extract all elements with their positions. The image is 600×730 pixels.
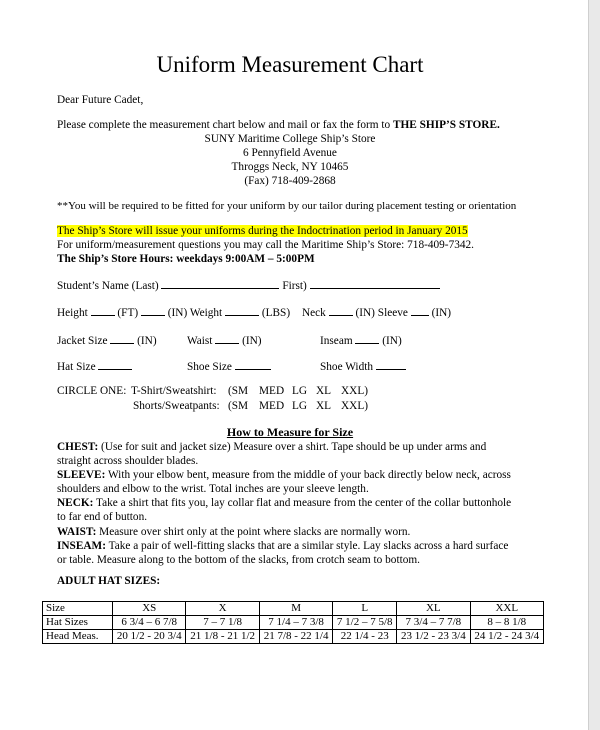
sleeve-label: Sleeve xyxy=(377,307,408,319)
hat-size-cell: 8 – 8 1/8 xyxy=(470,616,543,630)
ft-unit: (FT) xyxy=(117,307,139,319)
name-last-field[interactable] xyxy=(161,277,279,289)
hat-sizes-heading: ADULT HAT SIZES: xyxy=(57,575,161,587)
hat-size-cell: 7 3/4 – 7 7/8 xyxy=(397,616,470,630)
row-label-hat-sizes: Hat Sizes xyxy=(43,616,113,630)
name-first-field[interactable] xyxy=(310,277,440,289)
hat-row xyxy=(57,358,132,374)
waist-text: Measure over shirt only at the point where slacks are normally worn. xyxy=(96,525,411,538)
neck-label: Neck xyxy=(302,307,326,319)
shoe-field[interactable] xyxy=(235,358,271,370)
weight-field[interactable] xyxy=(225,304,259,316)
in-weight-label: (IN) Weight xyxy=(167,307,223,319)
shorts-size-med[interactable]: MED xyxy=(259,400,285,412)
inseam-instruction xyxy=(57,539,517,567)
intro-line xyxy=(57,118,500,132)
fitted-note: **You will be required to be fitted for your uniform by our tailor during placement testing or orientation xyxy=(57,200,517,212)
neck-field[interactable] xyxy=(329,304,353,316)
hat-size-cell: 7 1/4 – 7 3/8 xyxy=(259,616,332,630)
neck-text: Take a shirt that fits you, lay collar flat and measure from the center of the collar buttonhole to far end of button. xyxy=(57,497,512,524)
table-row xyxy=(43,616,544,630)
head-meas-cell: 21 1/8 - 21 1/2 xyxy=(186,630,259,644)
shoe-width-field[interactable] xyxy=(376,358,406,370)
greeting: Dear Future Cadet, xyxy=(57,94,144,106)
hat-size-cell: 7 – 7 1/8 xyxy=(186,616,259,630)
name-last-label: Student’s Name (Last) xyxy=(57,280,159,292)
hat-size-cell: 6 3/4 – 6 7/8 xyxy=(113,616,186,630)
page-title: Uniform Measurement Chart xyxy=(156,52,424,77)
tshirt-size-xxl[interactable]: XXL) xyxy=(341,385,368,397)
shoe-label: Shoe Size xyxy=(187,361,232,373)
waist-field[interactable] xyxy=(215,332,239,344)
row-label-head-meas: Head Meas. xyxy=(43,630,113,644)
size-cell: XXL xyxy=(470,602,543,616)
highlight-note-row xyxy=(57,224,468,238)
inseam-field[interactable] xyxy=(355,332,379,344)
tshirt-size-xl[interactable]: XL xyxy=(316,385,332,397)
height-in-field[interactable] xyxy=(141,304,165,316)
neck-instruction xyxy=(57,496,517,524)
shoe-width-label: Shoe Width xyxy=(320,361,373,373)
table-row xyxy=(43,630,544,644)
scrollbar-track[interactable] xyxy=(589,0,600,730)
sleeve-text: With your elbow bent, measure from the middle of your back directly below neck, across shoulders and elbow to the wrist. Total inches are your sleeve length. xyxy=(57,469,511,496)
intro-store: THE SHIP’S STORE. xyxy=(392,119,500,131)
jacket-field[interactable] xyxy=(110,332,134,344)
waist-row xyxy=(187,332,262,348)
size-cell: XL xyxy=(397,602,470,616)
head-meas-cell: 23 1/2 - 23 3/4 xyxy=(397,630,470,644)
inseam-unit: (IN) xyxy=(382,335,402,347)
neck-unit: (IN) xyxy=(355,307,375,319)
row-label-size: Size xyxy=(43,602,113,616)
size-cell: M xyxy=(259,602,332,616)
head-meas-cell: 24 1/2 - 24 3/4 xyxy=(470,630,543,644)
inseam-instr-label: INSEAM: xyxy=(57,539,106,552)
tshirt-label: T-Shirt/Sweatshirt: xyxy=(131,385,217,397)
highlight-note: The Ship’s Store will issue your uniforms during the Indoctrination period in January 2015 xyxy=(57,225,468,237)
name-first-label: First) xyxy=(282,280,307,292)
jacket-row xyxy=(57,332,157,348)
tshirt-size-sm[interactable]: (SM xyxy=(228,385,249,397)
address-line-3: Throggs Neck, NY 10465 xyxy=(231,161,349,173)
jacket-unit: (IN) xyxy=(137,335,157,347)
sleeve-field[interactable] xyxy=(411,304,429,316)
sleeve-instr-label: SLEEVE: xyxy=(57,469,106,482)
height-ft-field[interactable] xyxy=(91,304,115,316)
hat-size-cell: 7 1/2 – 7 5/8 xyxy=(333,616,397,630)
head-meas-cell: 21 7/8 - 22 1/4 xyxy=(259,630,332,644)
tshirt-size-lg[interactable]: LG xyxy=(292,385,308,397)
inseam-text: Take a pair of well-fitting slacks that are a similar style. Lay slacks across a hard surface or table. Measure along to the bottom of the slacks, from crotch seam to bottom. xyxy=(57,539,509,566)
size-cell: X xyxy=(186,602,259,616)
address-fax: (Fax) 718-409-2868 xyxy=(244,175,336,187)
shoe-width-row xyxy=(320,358,406,374)
head-meas-cell: 22 1/4 - 23 xyxy=(333,630,397,644)
inseam-label: Inseam xyxy=(320,335,353,347)
waist-instruction xyxy=(57,525,517,539)
chest-label: CHEST: xyxy=(57,441,99,453)
shorts-size-xxl[interactable]: XXL) xyxy=(341,400,368,412)
lbs-unit: (LBS) xyxy=(261,307,291,319)
measure-instructions xyxy=(57,440,517,567)
size-cell: L xyxy=(333,602,397,616)
store-hours: The Ship’s Store Hours: weekdays 9:00AM – 5:00PM xyxy=(57,253,315,265)
jacket-label: Jacket Size xyxy=(57,335,108,347)
shorts-size-sm[interactable]: (SM xyxy=(228,400,249,412)
head-meas-cell: 20 1/2 - 20 3/4 xyxy=(113,630,186,644)
how-to-heading: How to Measure for Size xyxy=(226,425,354,439)
phone-note: For uniform/measurement questions you may call the Maritime Ship’s Store: 718-409-7342. xyxy=(57,239,474,251)
sleeve-instruction xyxy=(57,468,517,496)
intro-text: Please complete the measurement chart below and mail or fax the form to xyxy=(57,119,391,131)
size-cell: XS xyxy=(113,602,186,616)
shorts-label: Shorts/Sweatpants: xyxy=(133,400,220,412)
address-line-2: 6 Pennyfield Avenue xyxy=(243,147,337,159)
inseam-row xyxy=(320,332,402,348)
shoe-row xyxy=(187,358,271,374)
shorts-size-xl[interactable]: XL xyxy=(316,400,332,412)
tshirt-size-med[interactable]: MED xyxy=(259,385,285,397)
shorts-size-lg[interactable]: LG xyxy=(292,400,308,412)
name-row xyxy=(57,277,440,293)
table-row xyxy=(43,602,544,616)
height-row xyxy=(57,304,290,320)
sleeve-unit: (IN) xyxy=(431,307,452,319)
chest-instruction xyxy=(57,440,517,468)
chest-text: (Use for suit and jacket size) Measure over a shirt. Tape should be up under arms and straight across shoulder blades. xyxy=(57,441,487,468)
address-line-1: SUNY Maritime College Ship’s Store xyxy=(204,133,376,145)
waist-unit: (IN) xyxy=(242,335,262,347)
circle-one-label: CIRCLE ONE: xyxy=(57,385,127,397)
waist-label: Waist xyxy=(187,335,213,347)
neck-instr-label: NECK: xyxy=(57,497,94,510)
waist-instr-label: WAIST: xyxy=(57,525,97,538)
height-label: Height xyxy=(57,307,88,319)
hat-size-table xyxy=(42,601,544,644)
hat-label: Hat Size xyxy=(57,361,96,373)
hat-field[interactable] xyxy=(98,358,132,370)
neck-sleeve-row xyxy=(302,304,451,320)
